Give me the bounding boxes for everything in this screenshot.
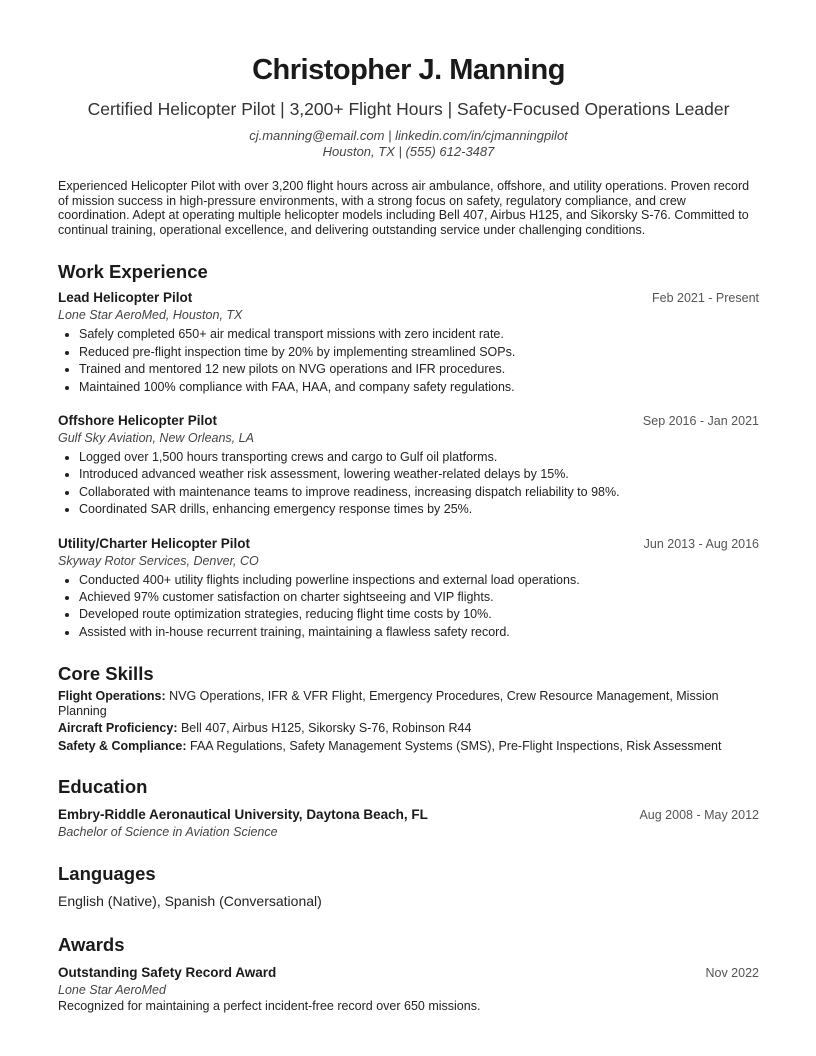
job-company: Lone Star AeroMed, Houston, TX	[58, 308, 243, 323]
section-title-education: Education	[58, 775, 148, 797]
education-section	[58, 776, 759, 841]
skill-line	[58, 739, 759, 754]
job-dates: Jun 2013 - Aug 2016	[643, 536, 759, 551]
job-bullet: • Collaborated with maintenance teams to improve readiness, increasing dispatch reliability to 98%.	[79, 484, 759, 501]
resume-page	[58, 52, 759, 1013]
job-title: Utility/Charter Helicopter Pilot	[58, 535, 251, 551]
contact-location-phone: Houston, TX | (555) 612-3487	[322, 144, 495, 159]
education-dates: Aug 2008 - May 2012	[639, 807, 759, 822]
section-title-work-experience: Work Experience	[58, 261, 208, 283]
job-bullet: • Assisted with in-house recurrent training, maintaining a flawless safety record.	[79, 624, 759, 641]
job-entry	[58, 535, 759, 642]
job-title: Offshore Helicopter Pilot	[58, 413, 218, 428]
languages-section	[58, 863, 759, 910]
degree: Bachelor of Science in Aviation Science	[58, 824, 278, 839]
skill-line	[58, 689, 759, 718]
award-description: Recognized for maintaining a perfect incident-free record over 650 missions.	[58, 998, 481, 1013]
professional-summary: Experienced Helicopter Pilot with over 3,200 flight hours across air ambulance, offshore, and utility operations. Proven record of mission success in high-pressure environments, with a strong focus on safety, regulatory compliance, and crew coordination. Adept at operating multiple helicopter models including Bell 407, Airbus H125, and Sikorsky S-76. Committed to continual training, operational excellence, and delivering outstanding service under challenging conditions.	[58, 179, 750, 237]
candidate-name: Christopher J. Manning	[252, 54, 565, 86]
job-bullet: • Introduced advanced weather risk assessment, lowering weather-related delays by 15%.	[79, 466, 759, 483]
skill-label: Aircraft Proficiency:	[58, 721, 178, 736]
job-title: Lead Helicopter Pilot	[58, 290, 193, 306]
job-bullet: • Trained and mentored 12 new pilots on NVG operations and IFR procedures.	[79, 361, 759, 378]
job-dates: Feb 2021 - Present	[651, 291, 759, 306]
award-organization: Lone Star AeroMed	[58, 982, 166, 997]
job-company: Skyway Rotor Services, Denver, CO	[58, 553, 259, 568]
skill-value: Bell 407, Airbus H125, Sikorsky S-76, Robinson R44	[180, 721, 472, 736]
job-bullet: • Achieved 97% customer satisfaction on charter sightseeing and VIP flights.	[79, 589, 759, 606]
contact-email-linkedin: cj.manning@email.com | linkedin.com/in/cjmanningpilot	[249, 128, 568, 143]
job-entry	[58, 412, 759, 519]
work-experience-section	[58, 261, 759, 641]
skill-value: FAA Regulations, Safety Management Systems (SMS), Pre-Flight Inspections, Risk Assessment	[190, 739, 722, 754]
skill-label: Safety & Compliance:	[58, 739, 187, 754]
awards-section	[58, 934, 759, 1014]
job-company: Gulf Sky Aviation, New Orleans, LA	[58, 431, 254, 445]
section-title-languages: Languages	[58, 862, 156, 884]
award-name: Outstanding Safety Record Award	[58, 964, 277, 980]
award-date: Nov 2022	[705, 965, 759, 980]
skill-line	[58, 721, 759, 736]
section-title-awards: Awards	[58, 933, 125, 955]
job-bullet: • Maintained 100% compliance with FAA, HAA, and company safety regulations.	[79, 379, 759, 396]
core-skills-section	[58, 663, 759, 753]
skill-value: NVG Operations, IFR & VFR Flight, Emergency Procedures, Crew Resource Management, Mission Planning	[58, 689, 719, 718]
job-bullets	[58, 326, 759, 396]
skill-label: Flight Operations:	[58, 689, 166, 704]
school-name: Embry-Riddle Aeronautical University, Daytona Beach, FL	[58, 806, 428, 822]
job-bullet: • Conducted 400+ utility flights including powerline inspections and external load operations.	[79, 572, 759, 589]
job-bullet: • Safely completed 650+ air medical transport missions with zero incident rate.	[79, 326, 759, 343]
job-bullets	[58, 572, 759, 642]
job-bullet: • Reduced pre-flight inspection time by 20% by implementing streamlined SOPs.	[79, 344, 759, 361]
job-entry	[58, 289, 759, 396]
job-bullet: • Coordinated SAR drills, enhancing emergency response times by 25%.	[79, 501, 759, 518]
job-dates: Sep 2016 - Jan 2021	[642, 414, 759, 428]
job-bullets	[58, 449, 759, 519]
headline: Certified Helicopter Pilot | 3,200+ Flight Hours | Safety-Focused Operations Leader	[87, 99, 730, 119]
job-bullet: • Developed route optimization strategies, reducing flight time costs by 10%.	[79, 606, 759, 623]
section-title-core-skills: Core Skills	[58, 663, 154, 685]
languages-list: English (Native), Spanish (Conversational)	[58, 892, 322, 909]
job-bullet: • Logged over 1,500 hours transporting crews and cargo to Gulf oil platforms.	[79, 449, 759, 466]
